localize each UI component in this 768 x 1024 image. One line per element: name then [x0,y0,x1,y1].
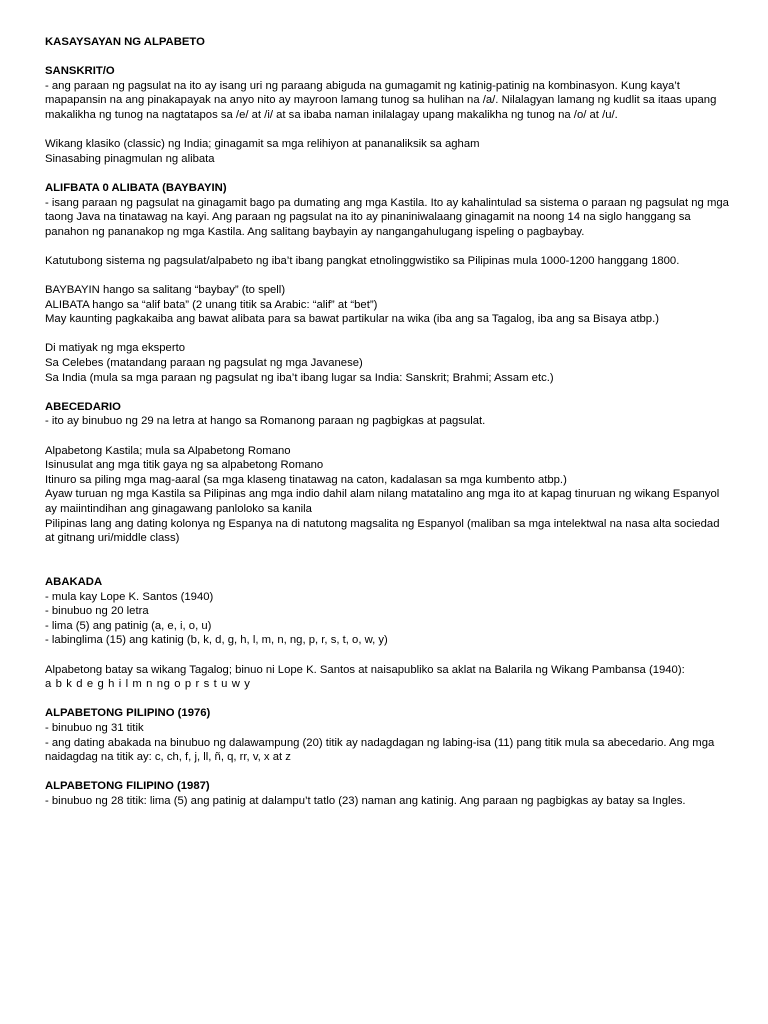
abecedario-line: Itinuro sa piling mga mag-aaral (sa mga klaseng tinatawag na caton, kadalasan sa mga kumbento atbp.) [45,473,567,486]
pilipino-bullet: - ang dating abakada na binubuo ng dalawampung (20) titik ay nadagdagan ng labing-isa (11) pang titik mula sa abecedario. Ang mga naidagdag na titik ay: c, ch, f, j, ll, ñ, q, rr, v, x at z [45,736,715,764]
abakada-letters: a b k d e g h i l m n ng o p r s t u w y [45,678,251,691]
abakada-paragraph: Alpabetong batay sa wikang Tagalog; binuo ni Lope K. Santos at naisapubliko sa aklat na Balarila ng Wikang Pambansa (1940): [45,663,685,676]
document-title: KASAYSAYAN NG ALPABETO [45,36,205,48]
alibata-line: ALIBATA hango sa “alif bata” (2 unang titik sa Arabic: “alif” at “bet”) [45,298,378,311]
abakada-bullet: - binubuo ng 20 letra [45,605,149,618]
alibata-paragraph: Katutubong sistema ng pagsulat/alpabeto ng iba’t ibang pangkat etnolinggwistiko sa Pilipinas mula 1000-1200 hanggang 1800. [45,254,680,267]
alibata-line: Sa India (mula sa mga paraan ng pagsulat ng iba’t ibang lugar sa India: Sanskrit; Brahmi; Assam etc.) [45,371,554,384]
abakada-bullet: - lima (5) ang patinig (a, e, i, o, u) [45,619,212,632]
heading-sanskrit: SANSKRIT/O [45,65,115,78]
document-body [45,35,730,808]
heading-alpabetong-pilipino: ALPABETONG PILIPINO (1976) [45,707,211,720]
sanskrit-line: Sinasabing pinagmulan ng alibata [45,152,215,165]
alibata-line: BAYBAYIN hango sa salitang “baybay” (to spell) [45,284,286,297]
abecedario-line: Pilipinas lang ang dating kolonya ng Espanya na di natutong magsalita ng Espanyol (maliban sa mga intelektwal na nasa alta sociedad at gitnang uri/middle class) [45,517,720,545]
abakada-bullet: - labinglima (15) ang katinig (b, k, d, g, h, l, m, n, ng, p, r, s, t, o, w, y) [45,634,388,647]
abecedario-line: Alpabetong Kastila; mula sa Alpabetong Romano [45,444,291,457]
abecedario-line: Ayaw turuan ng mga Kastila sa Pilipinas ang mga indio dahil alam nilang matatalino ang mga ito at kapag tinuruan ng wikang Espanyol ay maiintindihan ang ginagawang panloloko sa kanila [45,488,720,515]
heading-abecedario: ABECEDARIO [45,400,121,413]
abecedario-line: Isinusulat ang mga titik gaya ng sa alpabetong Romano [45,459,324,472]
sanskrit-paragraph: - ang paraan ng pagsulat na ito ay isang uri ng paraang abiguda na gumagamit ng katinig-patinig na kombinasyon. Kung kaya’t mapapansin na ang pinakapayak na anyo nito ay mayroon lamang tunog sa hulihan na /a/. Nilalagyan lamang ng kudlit sa itaas upang makalikha ng tunog na nagtatapos sa /e/ at /i/ at sa ibaba naman inilalagay upang makalikha ng tunog na /o/ at /u/. [45,79,717,121]
filipino-bullet: - binubuo ng 28 titik: lima (5) ang patinig at dalampu’t tatlo (23) naman ang katinig. Ang paraan ng pagbigkas ay batay sa Ingles. [45,794,686,807]
alibata-line: Sa Celebes (matandang paraan ng pagsulat ng mga Javanese) [45,357,363,370]
alibata-line: May kaunting pagkakaiba ang bawat alibata para sa bawat partikular na wika (iba ang sa Tagalog, iba ang sa Bisaya atbp.) [45,313,659,326]
heading-abakada: ABAKADA [45,575,103,588]
heading-alpabetong-filipino: ALPABETONG FILIPINO (1987) [45,780,210,793]
abecedario-paragraph: - ito ay binubuo ng 29 na letra at hango sa Romanong paraan ng pagbigkas at pagsulat. [45,415,486,428]
abakada-bullet: - mula kay Lope K. Santos (1940) [45,590,214,603]
heading-alibata: ALIFBATA 0 ALIBATA (BAYBAYIN) [45,181,227,194]
alibata-line: Di matiyak ng mga eksperto [45,342,186,355]
sanskrit-line: Wikang klasiko (classic) ng India; ginagamit sa mga relihiyon at pananaliksik sa agham [45,138,480,151]
alibata-paragraph: - isang paraan ng pagsulat na ginagamit bago pa dumating ang mga Kastila. Ito ay kahalintulad sa sistema o paraan ng pagsulat ng mga taong Java na tinatawag na kayi. Ang paraan ng pagsulat na ito ay pinaniniwalaang ginagamit na noong 14 na siglo hanggang sa panahon ng pananakop ng mga Kastila. Ang salitang baybayin ay nangangahulugang ispeling o pagbaybay. [45,196,729,238]
pilipino-bullet: - binubuo ng 31 titik [45,721,144,734]
